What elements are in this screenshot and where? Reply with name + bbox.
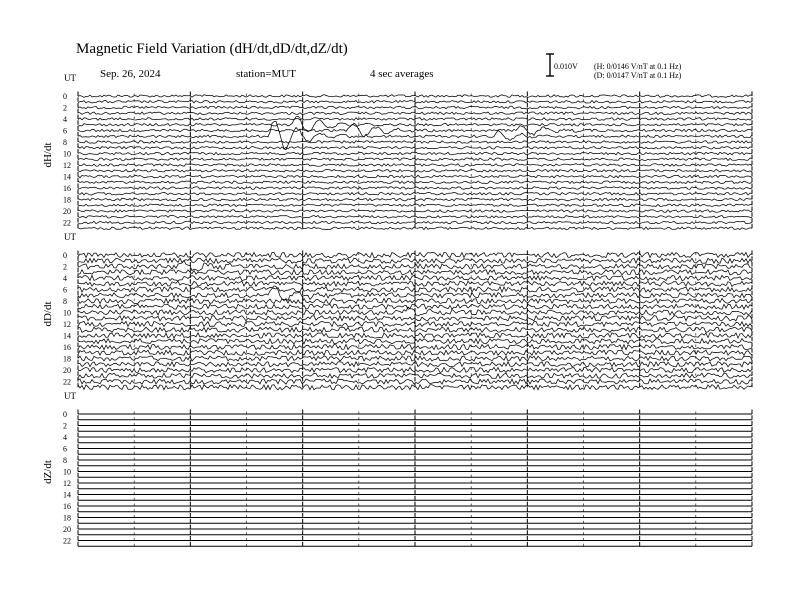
hour-label: 18 bbox=[63, 195, 71, 205]
date-label: Sep. 26, 2024 bbox=[100, 68, 161, 80]
hour-label: 22 bbox=[63, 377, 71, 387]
hour-label: 20 bbox=[63, 207, 71, 216]
station-label: station=MUT bbox=[236, 68, 296, 80]
axis-label-dD: dD/dt bbox=[42, 301, 54, 327]
hour-label: 8 bbox=[63, 297, 67, 306]
hour-label: 14 bbox=[63, 490, 71, 500]
figure-title: Magnetic Field Variation (dH/dt,dD/dt,dZ/dt) bbox=[76, 41, 348, 57]
ut-label: UT bbox=[64, 232, 76, 242]
panels bbox=[42, 73, 752, 546]
hour-label: 12 bbox=[63, 479, 71, 488]
hour-label: 16 bbox=[63, 502, 71, 511]
hour-label: 4 bbox=[63, 274, 67, 283]
panel-dD bbox=[42, 232, 752, 390]
hour-label: 2 bbox=[63, 262, 67, 272]
panel-dZ bbox=[42, 391, 752, 546]
hour-label: 16 bbox=[63, 343, 71, 352]
hour-label: 22 bbox=[63, 218, 71, 228]
ut-label: UT bbox=[64, 391, 76, 401]
hour-label: 6 bbox=[63, 444, 67, 454]
hour-label: 22 bbox=[63, 536, 71, 546]
hour-label: 14 bbox=[63, 172, 71, 182]
hour-label: 10 bbox=[63, 467, 71, 477]
hour-label: 6 bbox=[63, 285, 67, 295]
hour-label: 6 bbox=[63, 126, 67, 136]
axis-label-dZ: dZ/dt bbox=[42, 460, 54, 484]
hour-label: 2 bbox=[63, 103, 67, 113]
scale-value: 0.010V bbox=[554, 62, 578, 71]
ut-label: UT bbox=[64, 73, 76, 83]
hour-label: 4 bbox=[63, 115, 67, 124]
hour-label: 20 bbox=[63, 366, 71, 375]
panel-dH bbox=[42, 73, 752, 230]
hour-label: 0 bbox=[63, 92, 67, 101]
hour-label: 10 bbox=[63, 308, 71, 318]
hour-label: 8 bbox=[63, 138, 67, 147]
hour-label: 10 bbox=[63, 149, 71, 159]
hour-label: 12 bbox=[63, 320, 71, 329]
averaging-label: 4 sec averages bbox=[370, 68, 434, 80]
hour-label: 14 bbox=[63, 331, 71, 341]
hour-label: 12 bbox=[63, 161, 71, 170]
hour-label: 0 bbox=[63, 251, 67, 260]
hour-label: 4 bbox=[63, 433, 67, 442]
hour-label: 8 bbox=[63, 456, 67, 465]
axis-label-dH: dH/dt bbox=[42, 142, 54, 168]
hour-label: 20 bbox=[63, 525, 71, 534]
scale-h-note: (H: 0/0146 V/nT at 0.1 Hz) bbox=[594, 62, 682, 71]
scale-d-note: (D: 0/0147 V/nT at 0.1 Hz) bbox=[594, 71, 682, 80]
hour-label: 0 bbox=[63, 410, 67, 419]
hour-label: 18 bbox=[63, 354, 71, 364]
hour-label: 2 bbox=[63, 421, 67, 431]
hour-label: 16 bbox=[63, 184, 71, 193]
scale-bar bbox=[546, 54, 554, 76]
hour-label: 18 bbox=[63, 513, 71, 523]
